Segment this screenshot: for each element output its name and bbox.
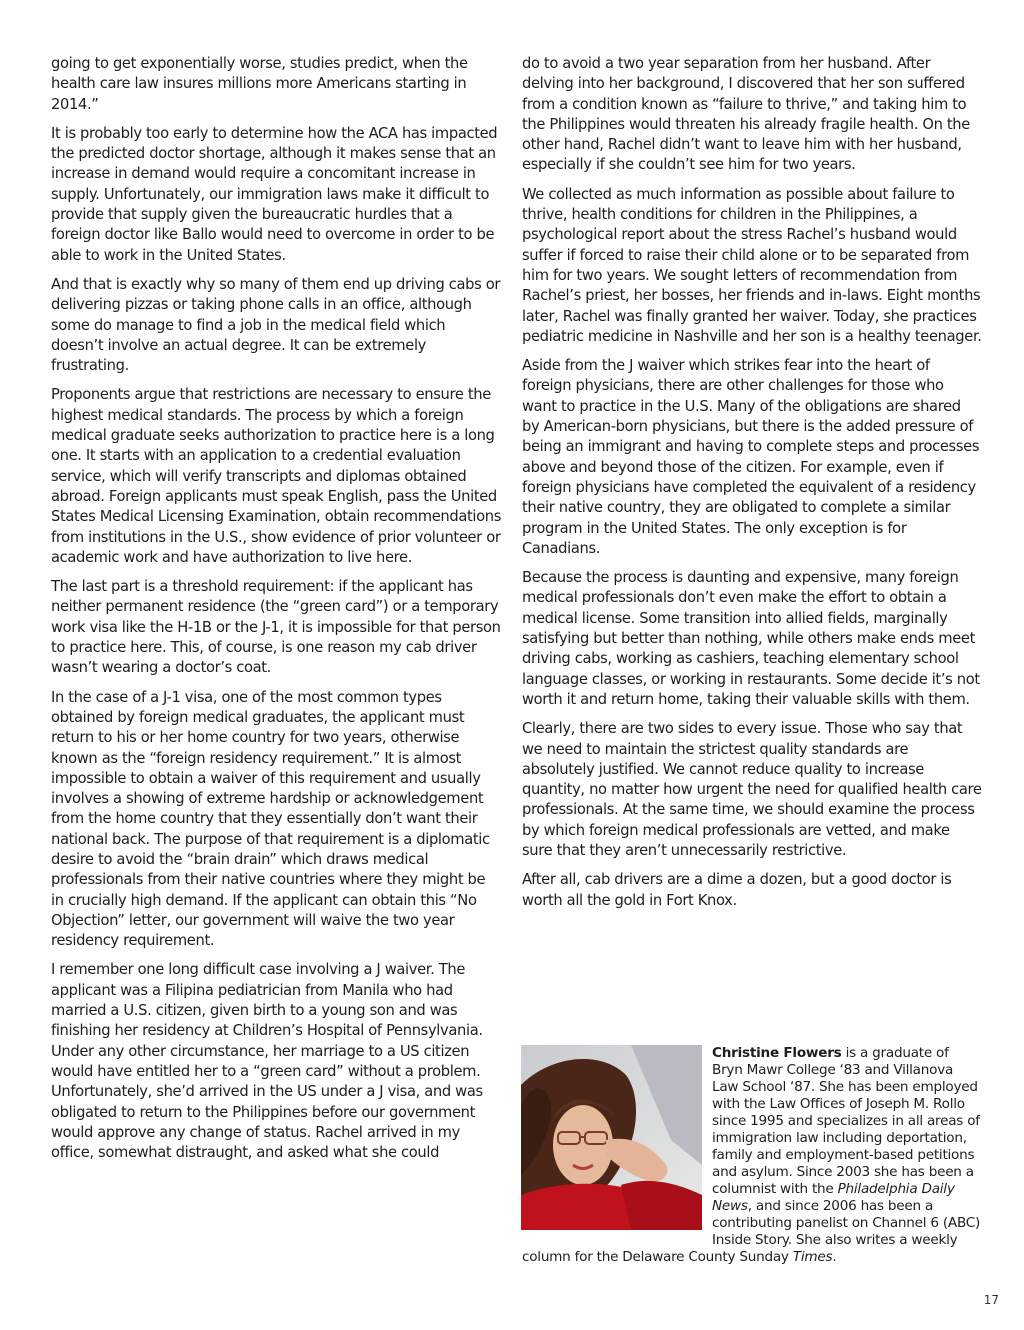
paragraph: It is probably too early to determine how the ACA has impacted the predicted doctor shortage, although it makes sense that an increase in demand would require a concomitant increase in supply. Unfortunately, our immigration laws make it difficult to provide that supply given the bureaucratic hurdles that a foreign doctor like Ballo would need to overcome in order to be able to work in the United States.	[51, 124, 498, 264]
publication-name: Philadelphia Daily News	[712, 1181, 955, 1214]
author-name: Christine Flowers	[712, 1045, 842, 1061]
paragraph: Proponents argue that restrictions are necessary to ensure the highest medical standards. The process by which a foreign medical graduate seeks authorization to practice here is a long one. It starts with an application to a credential evaluation service, which will verify transcripts and diplomas obtained abroad. Foreign applicants must speak English, pass the United States Medical Licensing Examination, obtain recommendations from institutions in the U.S., show evidence of prior volunteer or academic work and have authorization to live here.	[51, 386, 502, 566]
paragraph: We collected as much information as possible about failure to thrive, health conditions for children in the Philippines, a psychological report about the stress Rachel’s husband would suffer if forced to raise their child alone or to be separated from him for two years. We sought letters of recommendation from Rachel’s priest, her bosses, her friends and in-laws. Eight months later, Rachel was finally granted her waiver. Today, she practices pediatric medicine in Nashville and her son is a healthy teenager.	[522, 185, 982, 345]
bio-text: .	[832, 1249, 837, 1265]
bio-text: , and since 2006 has been a contributing panelist on Channel 6 (ABC) Inside Story. She also writes a weekly column for the Delaware County Sunday	[522, 1198, 981, 1265]
paragraph: Because the process is daunting and expensive, many foreign medical professionals don’t even make the effort to obtain a medical license. Some transition into allied fields, marginally satisfying but better than nothing, while others make ends meet driving cabs, working as cashiers, teaching elementary school language classes, or working in restaurants. Some decide it’s not worth it and return home, taking their valuable skills with them.	[522, 569, 980, 708]
page-number: 17	[983, 1293, 999, 1307]
paragraph: In the case of a J-1 visa, one of the most common types obtained by foreign medical graduates, the applicant must return to his or her home country for two years, otherwise known as the “foreign residency requirement.” It is almost impossible to obtain a waiver of this requirement and usually involves a showing of extreme hardship or acknowledgement from the home country that they essentially don’t want their national back. The purpose of that requirement is a diplomatic desire to avoid the “brain drain” which draws medical professionals from their native countries where they might be in crucially high demand. If the applicant can obtain this “No Objection” letter, our government will waive the two year residency requirement.	[51, 688, 490, 950]
paragraph: Clearly, there are two sides to every issue. Those who say that we need to maintain the strictest quality standards are absolutely justified. We cannot reduce quality to increase quantity, no matter how urgent the need for qualified health care professionals. At the same time, we should examine the process by which foreign medical professionals are vetted, and make sure that they aren’t unnecessarily restrictive.	[522, 720, 982, 859]
paragraph: And that is exactly why so many of them end up driving cabs or delivering pizzas or taking phone calls in an office, although some do manage to find a job in the medical field which doesn’t involve an actual degree. It can be extremely frustrating.	[51, 275, 501, 375]
paragraph: going to get exponentially worse, studies predict, when the health care law insures millions more Americans starting in 2014.”	[51, 55, 468, 113]
article-column-right	[522, 54, 982, 920]
paragraph: Aside from the J waiver which strikes fear into the heart of foreign physicians, there are other challenges for those who want to practice in the U.S. Many of the obligations are shared by American-born physicians, but there is the added pressure of being an immigrant and having to complete steps and processes above and beyond those of the citizen. For example, even if foreign physicians have completed the equivalent of a residency their native country, they are obligated to complete a similar program in the United States. The only exception is for Canadians.	[522, 357, 980, 557]
paragraph: do to avoid a two year separation from her husband. After delving into her background, I discovered that her son suffered from a condition known as “failure to thrive,” and taking him to the Philippines would threaten his already fragile health. On the other hand, Rachel didn’t want to leave him with her husband, especially if she couldn’t see him for two years.	[522, 55, 970, 174]
article-column-left	[51, 54, 501, 1172]
paragraph: The last part is a threshold requirement: if the applicant has neither permanent residence (the “green card”) or a temporary work visa like the H-1B or the J-1, it is impossible for that person to practice here. This, of course, is one reason my cab driver wasn’t wearing a doctor’s coat.	[51, 578, 501, 677]
publication-name: Times	[792, 1249, 833, 1265]
author-bio	[522, 1045, 982, 1266]
paragraph: After all, cab drivers are a dime a dozen, but a good doctor is worth all the gold in Fort Knox.	[522, 871, 952, 909]
bio-text: is a graduate of Bryn Mawr College ‘83 and Villanova Law School ‘87. She has been employed with the Law Offices of Joseph M. Rollo since 1995 and specializes in all areas of immigration law including deportation, family and employment-based petitions and asylum. Since 2003 she has been a columnist with the	[712, 1045, 980, 1197]
paragraph: I remember one long difficult case involving a J waiver. The applicant was a Filipina pediatrician from Manila who had married a U.S. citizen, given birth to a young son and was finishing her residency at Children’s Hospital of Pennsylvania. Under any other circumstance, her marriage to a US citizen would have entitled her to a “green card” without a problem. Unfortunately, she’d arrived in the US under a J visa, and was obligated to return to the Philippines before our government would approve any change of status. Rachel arrived in my office, somewhat distraught, and asked what she could	[51, 961, 483, 1162]
